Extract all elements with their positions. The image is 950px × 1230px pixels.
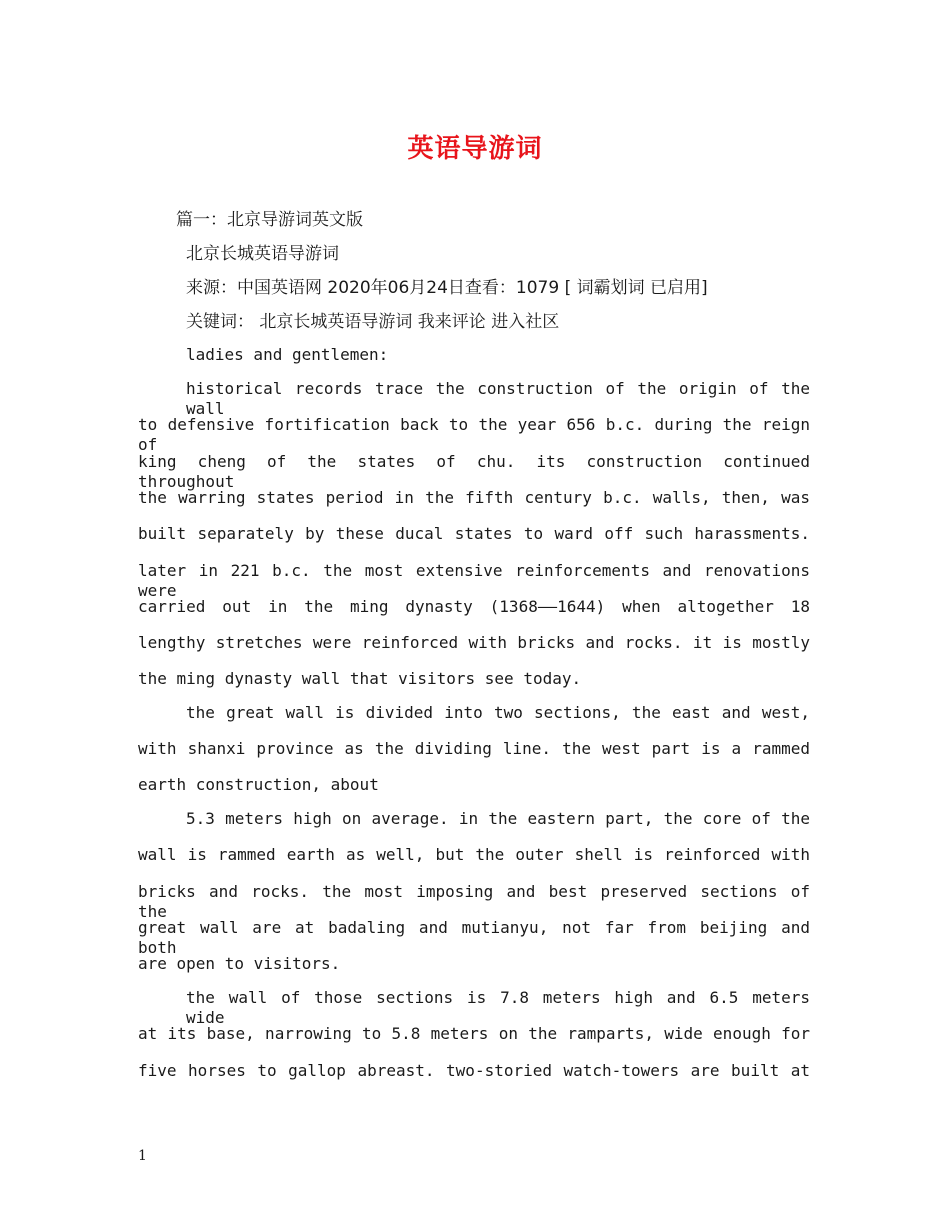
body-line: lengthy stretches were reinforced with bricks and rocks. it is mostly bbox=[138, 633, 810, 652]
page-number: 1 bbox=[138, 1148, 147, 1164]
body-line: the warring states period in the fifth century b.c. walls, then, was bbox=[138, 488, 810, 507]
body-line: wall is rammed earth as well, but the outer shell is reinforced with bbox=[138, 845, 810, 864]
body-line: king cheng of the states of chu. its construction continued throughout bbox=[138, 452, 810, 491]
body-line: bricks and rocks. the most imposing and best preserved sections of the bbox=[138, 882, 810, 921]
body-line: are open to visitors. bbox=[138, 954, 341, 973]
body-line: earth construction, about bbox=[138, 775, 379, 794]
body-line: carried out in the ming dynasty (1368——1644) when altogether 18 bbox=[138, 597, 810, 616]
article-title: 北京长城英语导游词 bbox=[186, 244, 339, 264]
source-line: 来源：中国英语网 2020年06月24日查看：1079 [ 词霸划词 已启用] bbox=[186, 278, 708, 298]
document-title: 英语导游词 bbox=[407, 134, 543, 164]
body-line: historical records trace the construction of the origin of the wall bbox=[186, 379, 810, 418]
body-line: the wall of those sections is 7.8 meters high and 6.5 meters wide bbox=[186, 988, 810, 1027]
section-heading: 篇一：北京导游词英文版 bbox=[176, 210, 363, 230]
body-line: 5.3 meters high on average. in the eastern part, the core of the bbox=[186, 809, 810, 828]
body-line: at its base, narrowing to 5.8 meters on the ramparts, wide enough for bbox=[138, 1024, 810, 1043]
body-line: the ming dynasty wall that visitors see today. bbox=[138, 669, 582, 688]
body-line: to defensive fortification back to the year 656 b.c. during the reign of bbox=[138, 415, 810, 454]
body-line: the great wall is divided into two sections, the east and west, bbox=[186, 703, 810, 722]
body-line: built separately by these ducal states to ward off such harassments. bbox=[138, 524, 810, 543]
body-line: five horses to gallop abreast. two-storied watch-towers are built at bbox=[138, 1061, 810, 1080]
body-line: great wall are at badaling and mutianyu, not far from beijing and both bbox=[138, 918, 810, 957]
body-line: with shanxi province as the dividing line. the west part is a rammed bbox=[138, 739, 810, 758]
body-line: later in 221 b.c. the most extensive reinforcements and renovations were bbox=[138, 561, 810, 600]
salutation: ladies and gentlemen: bbox=[186, 345, 389, 364]
keywords-line: 关键词： 北京长城英语导游词 我来评论 进入社区 bbox=[186, 312, 560, 332]
